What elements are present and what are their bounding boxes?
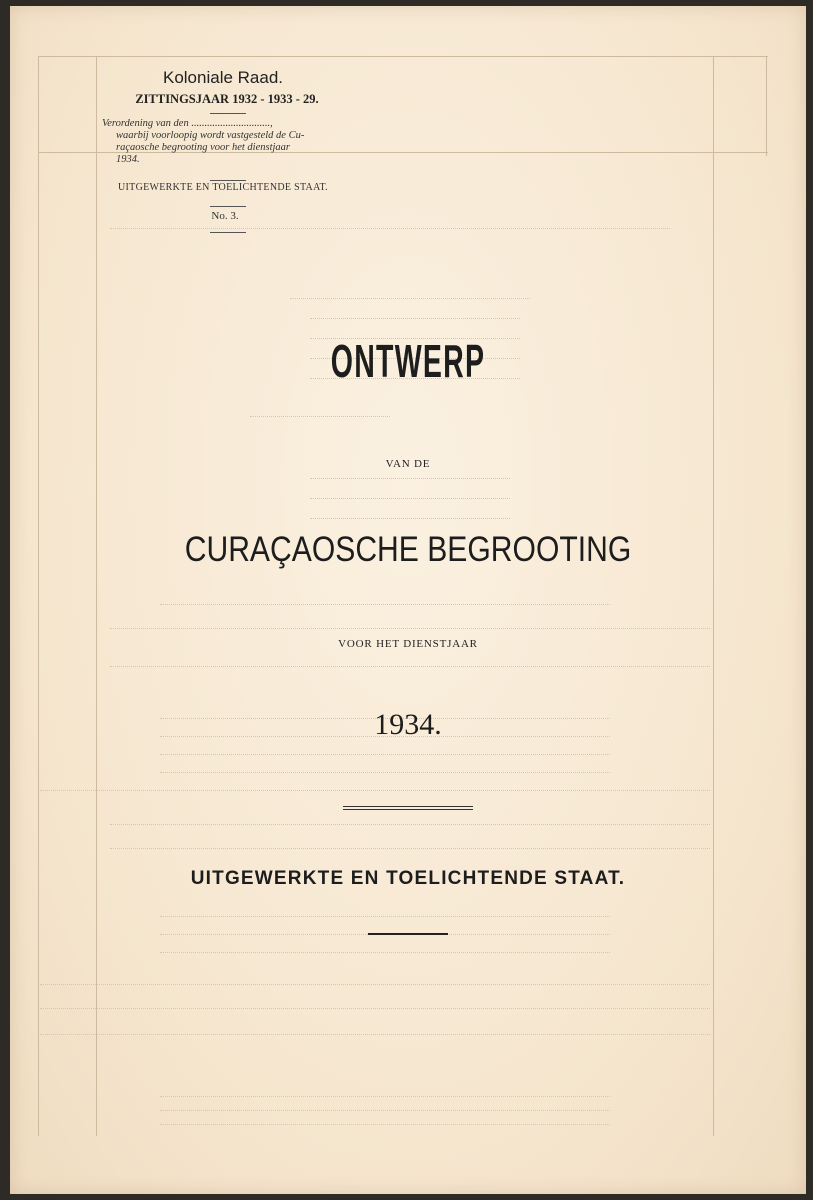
document-number: No. 3. bbox=[211, 210, 239, 222]
title-connector: VAN DE bbox=[385, 458, 431, 470]
council-name: Koloniale Raad. bbox=[162, 68, 284, 87]
header-separator-2 bbox=[210, 180, 246, 181]
document-page bbox=[10, 6, 806, 1194]
closing-rule bbox=[368, 933, 448, 935]
header-rule-top bbox=[38, 56, 768, 57]
title-period-label: VOOR HET DIENSTJAAR bbox=[338, 638, 478, 650]
margin-rule-inner bbox=[96, 56, 97, 1136]
header-separator-4 bbox=[210, 232, 246, 233]
document-type: UITGEWERKTE EN TOELICHTENDE STAAT. bbox=[118, 182, 328, 193]
ordinance-line-2: waarbij voorloopig wordt vastgesteld de Cu- bbox=[116, 130, 305, 141]
column-rule-far-right bbox=[766, 56, 767, 156]
title-main: ONTWERP bbox=[330, 335, 486, 387]
column-rule-right bbox=[713, 56, 714, 1136]
header-separator-1 bbox=[210, 113, 246, 114]
ordinance-line-3: raçaosche begrooting voor het dienstjaar bbox=[116, 142, 291, 153]
title-subtitle: UITGEWERKTE EN TOELICHTENDE STAAT. bbox=[190, 868, 626, 889]
ordinance-line-1: Verordening van den .............................., bbox=[102, 118, 273, 129]
header-separator-3 bbox=[210, 206, 246, 207]
double-rule-divider bbox=[343, 806, 473, 810]
title-year: 1934. bbox=[374, 708, 442, 741]
ordinance-line-4: 1934. bbox=[116, 154, 140, 165]
title-subject: CURAÇAOSCHE BEGROOTING bbox=[184, 530, 632, 569]
margin-rule-left bbox=[38, 56, 39, 1136]
ordinance-text bbox=[102, 118, 348, 166]
session-year: ZITTINGSJAAR 1932 - 1933 - 29. bbox=[135, 92, 319, 106]
